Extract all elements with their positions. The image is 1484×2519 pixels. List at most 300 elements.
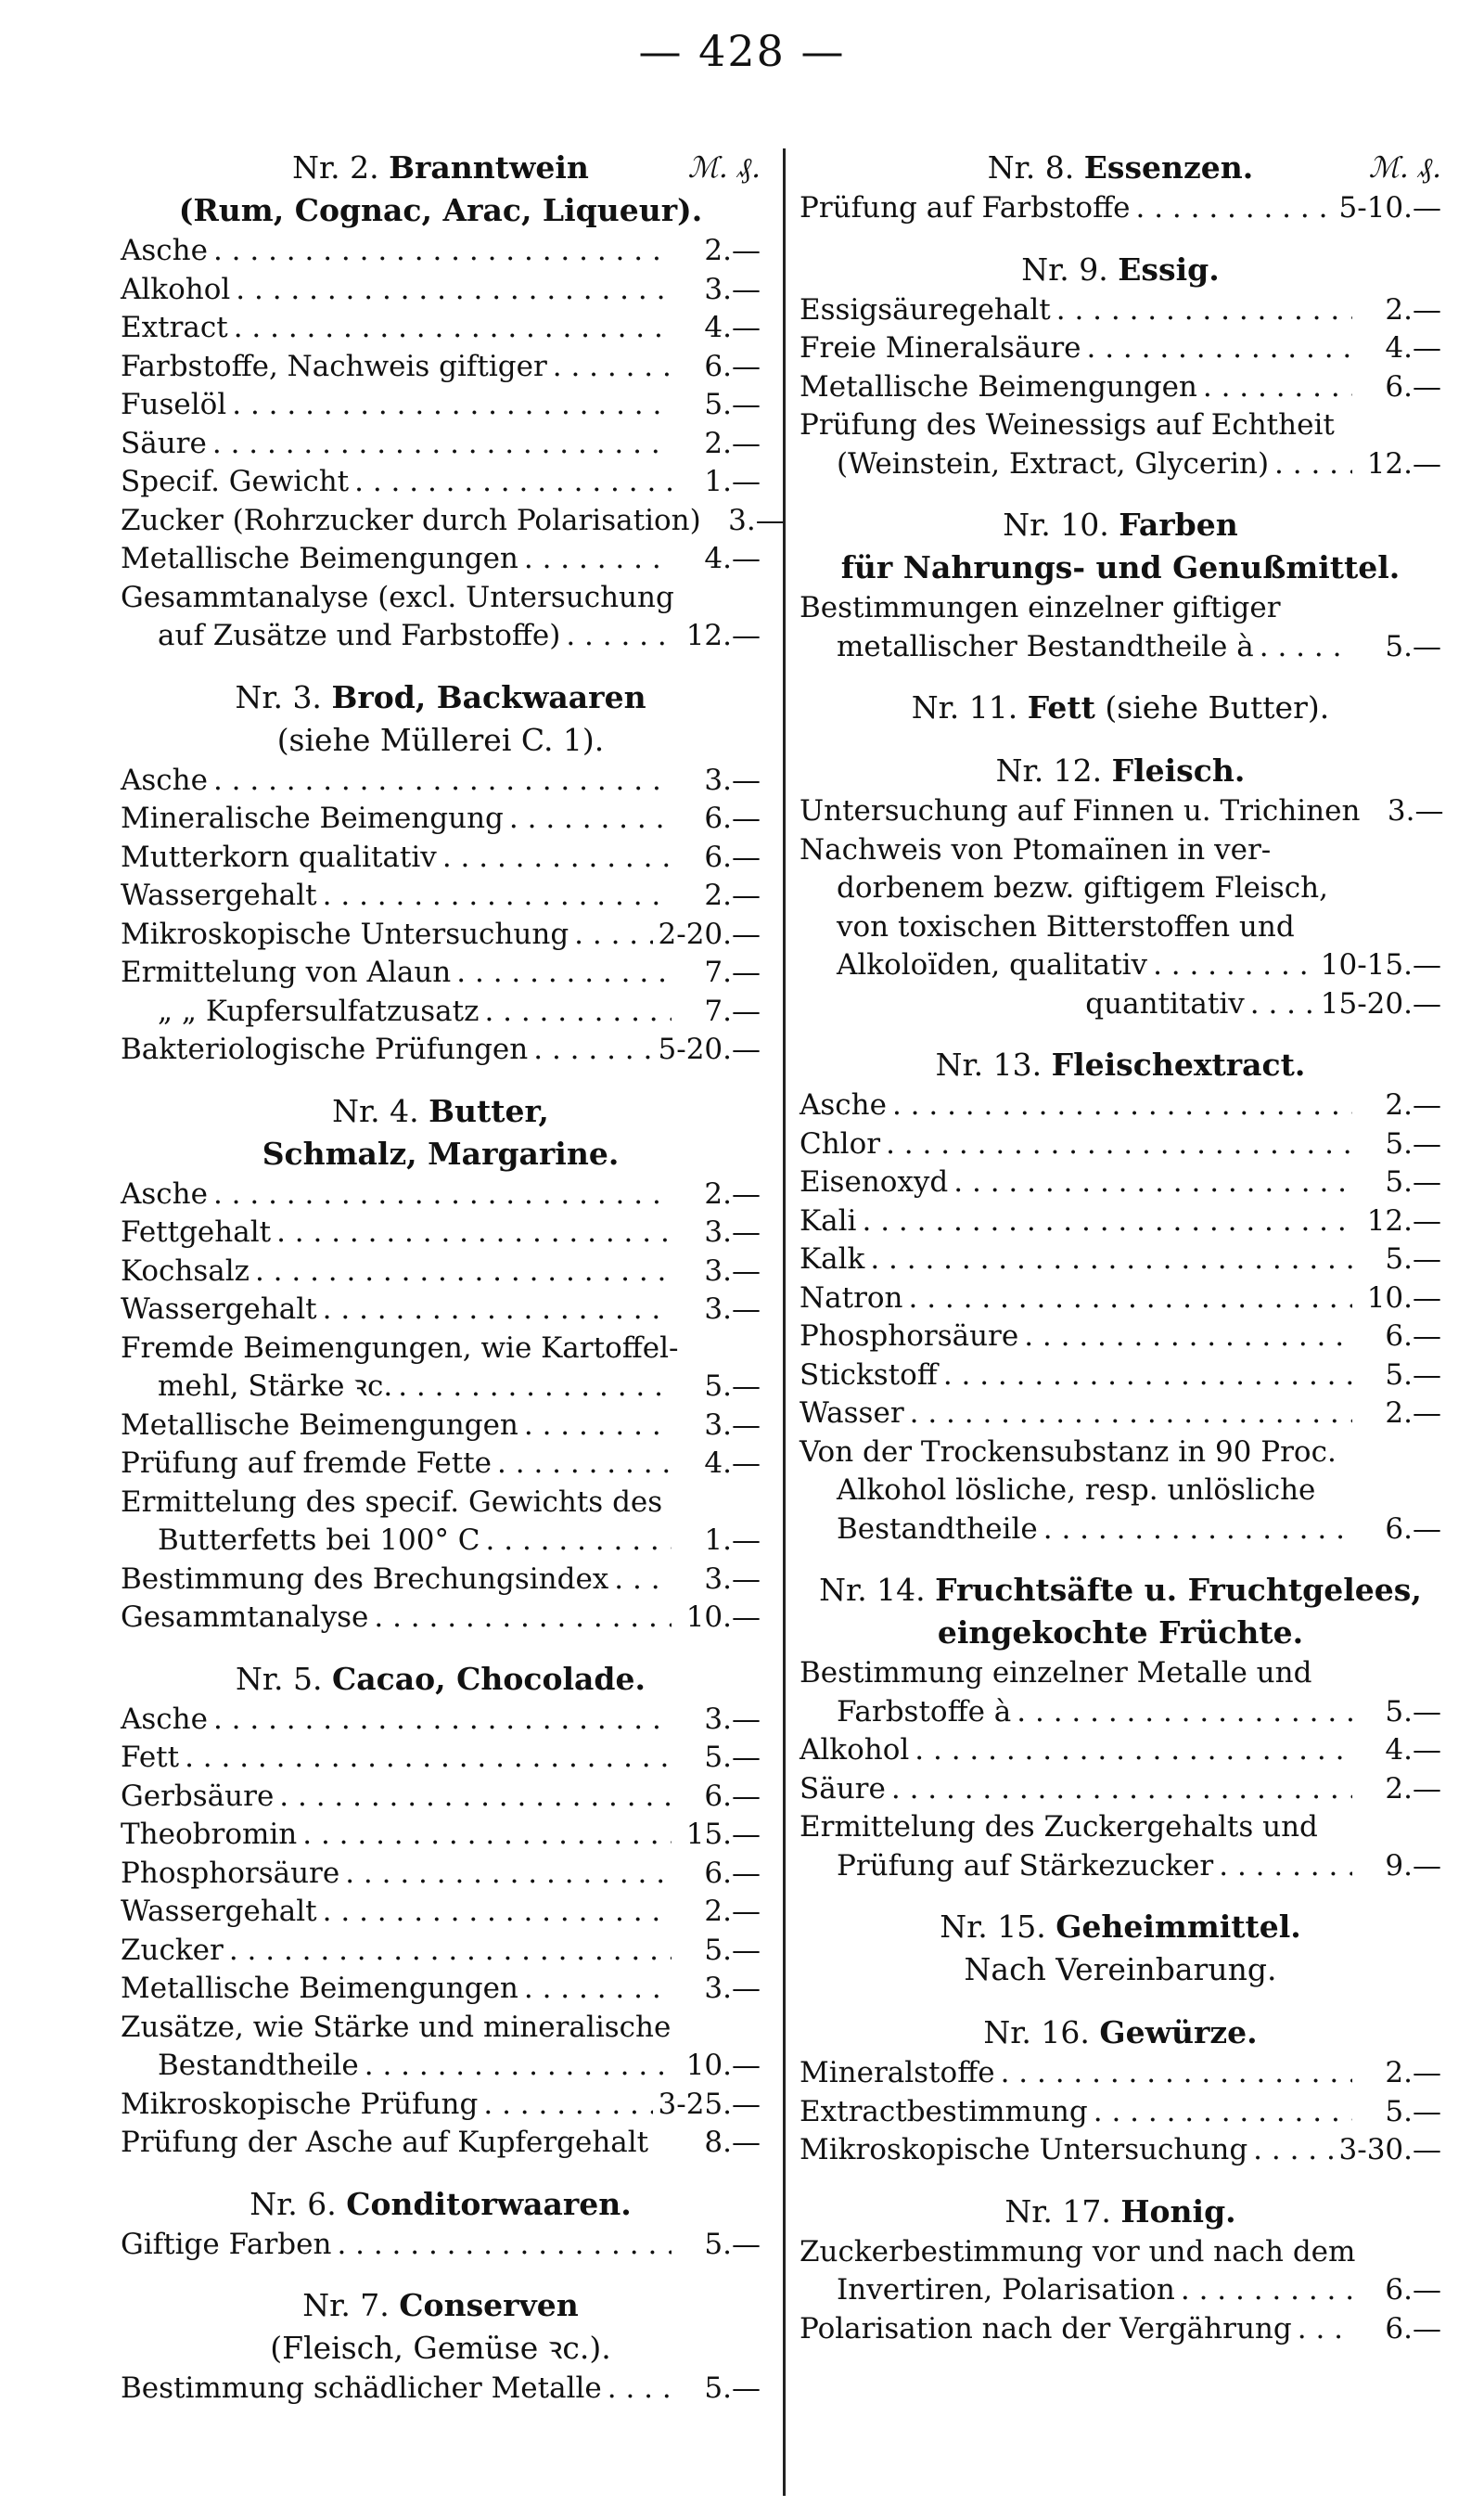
price-row xyxy=(121,1739,761,1778)
item-price: 15.— xyxy=(685,1818,761,1851)
item-price: 3.— xyxy=(1387,794,1444,828)
item-price: 12.— xyxy=(1366,446,1441,481)
item-label: Mikroskopische Untersuchung xyxy=(121,917,569,951)
price-row xyxy=(121,839,761,878)
section-title: Conserven xyxy=(399,2287,579,2323)
item-price: 5-10.— xyxy=(1338,191,1441,225)
section-title: Branntwein xyxy=(389,149,589,186)
item-price: 3.— xyxy=(704,272,761,306)
section-number: Nr. 7. xyxy=(302,2287,390,2323)
leader-dots xyxy=(279,1778,672,1817)
item-price: 15-20.— xyxy=(1320,986,1441,1021)
item-label: Natron xyxy=(800,1280,903,1315)
leader-dots xyxy=(891,1770,1352,1809)
item-label: Eisenoxyd xyxy=(800,1165,949,1199)
price-row xyxy=(800,1394,1441,1433)
item-label: Asche xyxy=(800,1088,887,1122)
leader-dots xyxy=(862,1202,1352,1241)
leader-dots xyxy=(255,1253,672,1292)
price-row xyxy=(800,2131,1441,2170)
price-row xyxy=(800,2310,1441,2349)
leader-dots xyxy=(524,540,672,579)
price-row xyxy=(800,946,1441,985)
item-label: Chlor xyxy=(800,1126,881,1161)
price-row xyxy=(800,1317,1441,1356)
price-row xyxy=(121,1176,761,1215)
item-price: 5.— xyxy=(1385,1165,1441,1199)
item-label: Bakteriologische Prüfungen xyxy=(121,1033,529,1066)
leader-dots xyxy=(365,2047,672,2086)
leader-dots xyxy=(1017,1693,1352,1732)
section-heading xyxy=(800,2011,1441,2054)
price-row xyxy=(121,762,761,801)
item-price: 10-15.— xyxy=(1320,948,1441,982)
item-line: dorbenem bezw. giftigem Fleisch, xyxy=(837,871,1328,905)
section-title: Fleisch. xyxy=(1111,752,1246,789)
price-section xyxy=(800,750,1444,1023)
page-number: — 428 — xyxy=(638,26,846,76)
item-price: 5.— xyxy=(704,388,761,421)
section-title: Butter, xyxy=(429,1092,549,1129)
leader-dots xyxy=(1024,1317,1352,1356)
item-label: Wasser xyxy=(800,1396,904,1430)
leader-dots xyxy=(374,1599,672,1638)
item-line: Fremde Beimengungen, wie Kartoffel- xyxy=(121,1330,679,1365)
section-heading xyxy=(800,249,1441,291)
price-row xyxy=(800,445,1441,484)
price-row xyxy=(121,2047,761,2086)
item-label: (Weinstein, Extract, Glycerin) xyxy=(837,446,1270,481)
price-section xyxy=(800,2191,1441,2349)
price-row xyxy=(121,1291,761,1330)
item-label: Stickstoff xyxy=(800,1357,938,1392)
item-label: Prüfung auf Farbstoffe xyxy=(800,191,1131,225)
leader-dots xyxy=(524,1407,672,1446)
item-price: 2.— xyxy=(704,234,761,267)
leader-dots xyxy=(337,2226,672,2265)
item-label: Wassergehalt xyxy=(121,879,317,912)
price-row xyxy=(121,1816,761,1855)
price-row xyxy=(800,368,1441,407)
item-label: Alkoloïden, qualitativ xyxy=(837,948,1148,982)
section-number: Nr. 11. xyxy=(911,689,1018,726)
section-subtitle: eingekochte Früchte. xyxy=(937,1614,1304,1651)
section-title: Brod, Backwaaren xyxy=(331,678,646,715)
price-row xyxy=(121,1893,761,1932)
section-number: Nr. 5. xyxy=(236,1660,323,1697)
currency-header: ℳ. ₰. xyxy=(1368,151,1441,185)
leader-dots xyxy=(509,800,672,839)
item-price: 6.— xyxy=(704,802,761,835)
leader-dots xyxy=(1135,189,1333,228)
item-label: Wassergehalt xyxy=(121,1895,317,1928)
section-number: Nr. 6. xyxy=(249,2185,337,2222)
item-label: Gerbsäure xyxy=(121,1779,275,1813)
leader-dots xyxy=(892,1086,1352,1125)
item-label: auf Zusätze und Farbstoffe) xyxy=(158,619,561,652)
item-label: Gesammtanalyse xyxy=(121,1600,369,1634)
column-divider xyxy=(783,148,786,2496)
item-price: 1.— xyxy=(704,465,761,498)
item-label: Prüfung der Asche auf Kupfergehalt xyxy=(121,2126,649,2159)
price-row xyxy=(121,954,761,993)
section-heading xyxy=(800,1906,1441,1948)
leader-dots xyxy=(323,1893,672,1932)
price-row xyxy=(121,993,761,1032)
leader-dots xyxy=(1087,329,1353,368)
item-label: Theobromin xyxy=(121,1818,298,1851)
leader-dots xyxy=(232,386,672,425)
item-price: 5.— xyxy=(1385,1126,1441,1161)
price-row xyxy=(800,1731,1441,1770)
leader-dots xyxy=(1219,1847,1352,1886)
price-row xyxy=(800,329,1441,368)
item-label: Bestandtheile xyxy=(837,1511,1038,1546)
price-row xyxy=(121,1253,761,1292)
item-price: 6.— xyxy=(704,1856,761,1890)
section-number: Nr. 9. xyxy=(1021,251,1108,288)
price-row xyxy=(121,271,761,310)
item-price: 10.— xyxy=(1366,1280,1441,1315)
item-price: 3.— xyxy=(704,1292,761,1326)
price-row xyxy=(121,540,761,579)
item-label: Invertiren, Polarisation xyxy=(837,2273,1175,2307)
leader-dots xyxy=(870,1240,1352,1279)
item-price: 7.— xyxy=(704,994,761,1028)
price-row xyxy=(800,628,1441,667)
item-label: metallischer Bestandtheile à xyxy=(837,629,1254,663)
leader-dots xyxy=(323,877,672,916)
item-price: 2.— xyxy=(1385,1088,1441,1122)
item-price: 4.— xyxy=(1385,331,1441,365)
left-column xyxy=(121,147,785,2429)
price-row xyxy=(800,985,1441,1024)
section-number: Nr. 17. xyxy=(1004,2192,1111,2230)
item-price: 2.— xyxy=(1385,2056,1441,2089)
leader-dots xyxy=(1250,985,1315,1024)
leader-dots xyxy=(323,1291,672,1330)
item-label: Metallische Beimengungen xyxy=(121,1407,518,1442)
section-number: Nr. 15. xyxy=(940,1909,1046,1945)
leader-dots xyxy=(1056,291,1352,330)
section-title: Gewürze. xyxy=(1099,2014,1258,2050)
price-row xyxy=(121,1778,761,1817)
item-price: 6.— xyxy=(704,1779,761,1813)
price-row xyxy=(800,792,1444,831)
price-row xyxy=(121,2370,761,2409)
price-row xyxy=(121,1932,761,1971)
price-row xyxy=(121,1368,761,1407)
item-label: Alkohol xyxy=(800,1733,910,1767)
leader-dots xyxy=(229,1932,672,1971)
leader-dots xyxy=(533,1031,652,1070)
section-title-note: (siehe Butter). xyxy=(1094,689,1330,726)
price-row xyxy=(800,1356,1441,1395)
price-row xyxy=(121,1701,761,1740)
item-price: 3.— xyxy=(704,1407,761,1442)
item-line: Ermittelung des specif. Gewichts des xyxy=(121,1484,663,1519)
item-price: 5.— xyxy=(704,1369,761,1403)
item-label: Säure xyxy=(800,1771,886,1806)
item-price: 12.— xyxy=(1366,1203,1441,1238)
item-price: 2.— xyxy=(704,879,761,912)
price-row xyxy=(800,2054,1441,2093)
section-title: Cacao, Chocolade. xyxy=(332,1660,646,1697)
item-price: 8.— xyxy=(704,2126,761,2159)
section-heading xyxy=(121,2284,761,2327)
item-label: Bestimmung schädlicher Metalle xyxy=(121,2371,602,2405)
section-heading xyxy=(121,676,761,719)
section-heading xyxy=(800,1044,1441,1086)
item-label: Ermittelung von Alaun xyxy=(121,956,452,989)
item-label: Mineralstoffe xyxy=(800,2056,995,2089)
leader-dots xyxy=(213,232,672,271)
item-label: Asche xyxy=(121,1702,208,1736)
item-label: „ „ Kupfersulfatzusatz xyxy=(158,994,480,1028)
section-title: Conditorwaaren. xyxy=(346,2185,632,2222)
price-row xyxy=(800,1279,1441,1318)
item-price: 2.— xyxy=(704,1895,761,1928)
item-label: Freie Mineralsäure xyxy=(800,331,1081,365)
price-row xyxy=(121,617,761,656)
item-price: 2.— xyxy=(704,426,761,460)
price-row xyxy=(800,291,1441,330)
item-label: Mikroskopische Untersuchung xyxy=(800,2133,1248,2166)
price-row xyxy=(121,1407,761,1446)
price-row xyxy=(121,309,761,348)
price-section xyxy=(800,1569,1441,1885)
price-section xyxy=(800,1044,1441,1549)
section-number: Nr. 12. xyxy=(995,752,1103,789)
item-price: 5.— xyxy=(1385,2094,1441,2128)
price-row xyxy=(121,1445,761,1484)
price-row xyxy=(121,2124,761,2163)
price-section xyxy=(800,249,1441,484)
item-label: Giftige Farben xyxy=(121,2227,332,2261)
item-label: Mikroskopische Prüfung xyxy=(121,2087,479,2121)
item-label: Bestandtheile xyxy=(158,2049,359,2082)
price-section xyxy=(121,1658,761,2163)
section-subtitle: (siehe Müllerei C. 1). xyxy=(276,721,605,758)
price-row xyxy=(121,1031,761,1070)
section-number: Nr. 16. xyxy=(983,2014,1090,2050)
item-price: 6.— xyxy=(1385,1511,1441,1546)
price-row xyxy=(121,1561,761,1600)
item-label: Farbstoffe à xyxy=(837,1694,1012,1729)
price-row xyxy=(121,425,761,464)
leader-dots xyxy=(953,1163,1352,1202)
leader-dots xyxy=(1274,445,1352,484)
item-label: Mutterkorn qualitativ xyxy=(121,840,437,874)
price-section xyxy=(800,1906,1441,1991)
leader-dots xyxy=(442,839,672,878)
price-section xyxy=(121,2284,761,2409)
item-price: 5.— xyxy=(704,1741,761,1774)
price-row xyxy=(121,916,761,955)
item-label: Extractbestimmung xyxy=(800,2094,1088,2128)
item-line: Gesammtanalyse (excl. Untersuchung xyxy=(121,580,674,614)
leader-dots xyxy=(456,954,672,993)
section-heading xyxy=(121,2183,761,2226)
leader-dots xyxy=(185,1739,672,1778)
item-label: Butterfetts bei 100° C xyxy=(158,1523,480,1557)
item-label: Kalk xyxy=(800,1242,865,1276)
leader-dots xyxy=(236,271,672,310)
leader-dots xyxy=(213,762,672,801)
price-section xyxy=(121,2183,761,2265)
leader-dots xyxy=(910,1394,1352,1433)
item-price: 6.— xyxy=(704,840,761,874)
leader-dots xyxy=(302,1816,672,1855)
price-row xyxy=(121,386,761,425)
item-price: 4.— xyxy=(704,542,761,575)
item-label: Polarisation nach der Vergährung xyxy=(800,2311,1292,2345)
price-section xyxy=(800,687,1441,729)
item-label: mehl, Stärke ꝛc. xyxy=(158,1369,393,1403)
leader-dots xyxy=(497,1445,672,1484)
item-price: 5.— xyxy=(1385,629,1441,663)
item-price: 2.— xyxy=(1385,1771,1441,1806)
leader-dots xyxy=(345,1855,672,1894)
leader-dots xyxy=(1253,2131,1333,2170)
section-title: Fett xyxy=(1027,689,1095,726)
item-price: 3-25.— xyxy=(658,2087,761,2121)
section-heading xyxy=(121,147,761,189)
price-row xyxy=(121,1522,761,1561)
section-title: Essenzen. xyxy=(1083,149,1254,186)
price-section xyxy=(121,676,761,1070)
item-price: 3.— xyxy=(704,1972,761,2005)
price-row xyxy=(800,1847,1441,1886)
item-label: Fettgehalt xyxy=(121,1215,272,1249)
leader-dots xyxy=(886,1125,1352,1164)
leader-dots xyxy=(553,348,672,387)
price-row xyxy=(121,463,761,502)
leader-dots xyxy=(1203,368,1352,407)
section-number: Nr. 8. xyxy=(987,149,1075,186)
item-label: Phosphorsäure xyxy=(121,1856,340,1890)
item-label: Metallische Beimengungen xyxy=(121,542,518,575)
item-line: Prüfung des Weinessigs auf Echtheit xyxy=(800,408,1335,442)
item-price: 6.— xyxy=(1385,369,1441,404)
leader-dots xyxy=(276,1214,672,1253)
currency-header: ℳ. ₰. xyxy=(687,151,761,185)
item-label: Prüfung auf fremde Fette xyxy=(121,1446,493,1480)
item-label: Kochsalz xyxy=(121,1253,249,1288)
item-line: Zuckerbestimmung vor und nach dem xyxy=(800,2234,1356,2268)
item-price: 10.— xyxy=(685,2049,761,2082)
price-section xyxy=(800,504,1441,666)
right-column xyxy=(800,147,1444,2369)
item-price: 2.— xyxy=(1385,1396,1441,1430)
item-price: 3.— xyxy=(704,1215,761,1249)
price-row xyxy=(800,1770,1441,1809)
section-heading xyxy=(800,2191,1441,2233)
item-price: 3.— xyxy=(704,1562,761,1596)
item-line: Bestimmung einzelner Metalle und xyxy=(800,1656,1312,1690)
leader-dots xyxy=(486,1522,672,1561)
item-label: Zucker xyxy=(121,1933,224,1967)
item-label: Mineralische Beimengung xyxy=(121,802,504,835)
item-label: Säure xyxy=(121,426,207,460)
leader-dots xyxy=(574,916,652,955)
section-heading xyxy=(800,687,1441,729)
section-subtitle: Schmalz, Margarine. xyxy=(262,1135,620,1172)
price-row xyxy=(800,1240,1441,1279)
leader-dots xyxy=(212,425,672,464)
item-line: Bestimmungen einzelner giftiger xyxy=(800,591,1281,624)
section-heading xyxy=(121,1090,761,1133)
item-label: Kali xyxy=(800,1203,857,1238)
item-label: Zucker (Rohrzucker durch Polarisation) xyxy=(121,503,701,537)
price-row xyxy=(800,1202,1441,1241)
price-row xyxy=(121,800,761,839)
leader-dots xyxy=(608,2370,672,2409)
item-price: 3.— xyxy=(728,503,785,537)
section-number: Nr. 13. xyxy=(935,1047,1043,1083)
item-label: Farbstoffe, Nachweis giftiger xyxy=(121,349,547,383)
price-row xyxy=(800,1693,1441,1732)
price-section xyxy=(800,2011,1441,2170)
price-row xyxy=(121,2226,761,2265)
leader-dots xyxy=(354,463,672,502)
item-price: 7.— xyxy=(704,956,761,989)
leader-dots xyxy=(483,2086,652,2125)
item-price: 5.— xyxy=(1385,1694,1441,1729)
item-price: 10.— xyxy=(685,1600,761,1634)
price-row xyxy=(800,2271,1441,2310)
item-price: 4.— xyxy=(704,311,761,344)
item-label: Essigsäuregehalt xyxy=(800,292,1051,327)
section-number: Nr. 14. xyxy=(819,1572,926,1608)
leader-dots xyxy=(1094,2093,1352,2132)
price-section xyxy=(800,147,1441,228)
section-subtitle: für Nahrungs- und Genußmittel. xyxy=(840,549,1401,585)
item-line: Ermittelung des Zuckergehalts und xyxy=(800,1810,1318,1844)
leader-dots xyxy=(566,617,672,656)
leader-dots xyxy=(1298,2310,1352,2349)
item-price: 4.— xyxy=(704,1446,761,1480)
section-number: Nr. 3. xyxy=(235,678,322,715)
item-label: Asche xyxy=(121,763,208,797)
item-line: Alkohol lösliche, resp. unlösliche xyxy=(837,1473,1316,1507)
item-label: Metallische Beimengungen xyxy=(121,1972,518,2005)
item-price: 2-20.— xyxy=(658,917,761,951)
section-title: Essig. xyxy=(1118,251,1220,288)
leader-dots xyxy=(524,1970,672,2009)
section-subtitle: (Rum, Cognac, Arac, Liqueur). xyxy=(178,192,703,228)
section-title: Honig. xyxy=(1120,2192,1236,2230)
price-row xyxy=(121,1970,761,2009)
section-heading xyxy=(800,1569,1441,1612)
section-number: Nr. 10. xyxy=(1003,507,1109,543)
leader-dots xyxy=(1001,2054,1352,2093)
item-price: 5.— xyxy=(704,1933,761,1967)
item-price: 5-20.— xyxy=(658,1033,761,1066)
item-price: 5.— xyxy=(1385,1242,1441,1276)
price-row xyxy=(121,1214,761,1253)
price-row xyxy=(800,1510,1441,1549)
item-label: Alkohol xyxy=(121,272,231,306)
section-title: Geheimmittel. xyxy=(1055,1909,1301,1945)
item-price: 6.— xyxy=(1385,2311,1441,2345)
price-section xyxy=(121,1090,761,1638)
item-price: 6.— xyxy=(1385,1319,1441,1353)
item-price: 6.— xyxy=(704,349,761,383)
price-row xyxy=(800,1125,1441,1164)
item-line: von toxischen Bitterstoffen und xyxy=(837,909,1295,944)
item-label: quantitativ xyxy=(1085,986,1245,1021)
